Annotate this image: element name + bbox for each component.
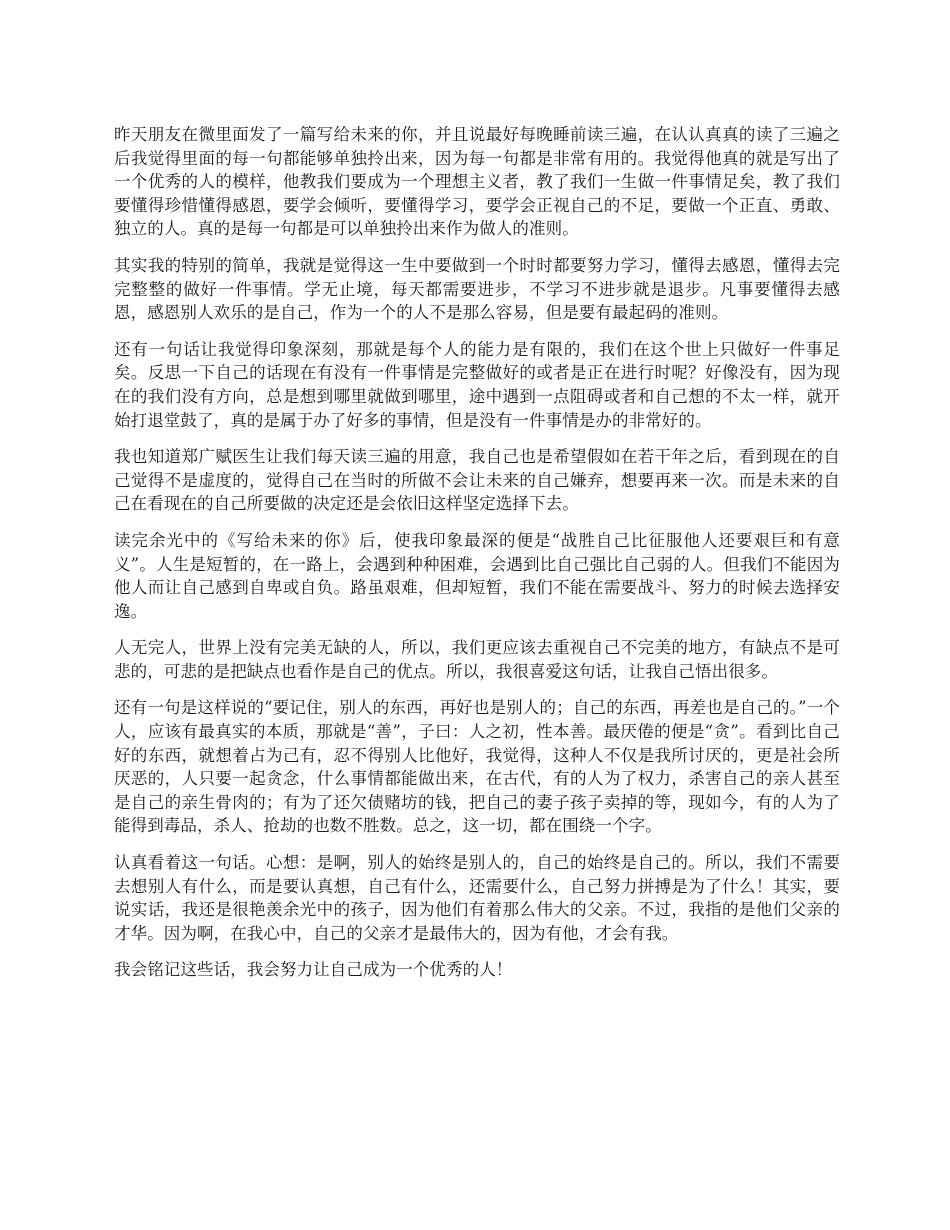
paragraph-1: 昨天朋友在微里面发了一篇写给未来的你，并且说最好每晚睡前读三遍，在认认真真的读了三遍之后我觉得里面的每一句都能够单独拎出来，因为每一句都是非常有用的。我觉得他真的就是写出了一个优秀的人的模样，他教我们要成为一个理想主义者，教了我们一生做一件事情足矣，教了我们要懂得珍惜懂得感恩，要学会倾听，要懂得学习，要学会正视自己的不足，要做一个正直、勇敢、独立的人。真的是每一句都是可以单独拎出来作为做人的准则。 [114,125,840,239]
paragraph-6: 人无完人，世界上没有完美无缺的人，所以，我们更应该去重视自己不完美的地方，有缺点不是可悲的，可悲的是把缺点也看作是自己的优点。所以，我很喜爱这句话，让我自己悟出很多。 [114,638,840,681]
paragraph-3: 还有一句话让我觉得印象深刻，那就是每个人的能力是有限的，我们在这个世上只做好一件事足矣。反思一下自己的话现在有没有一件事情是完整做好的或者是正在进行时呢？好像没有，因为现在的我们没有方向，总是想到哪里就做到哪里，途中遇到一点阻碍或者和自己想的不太一样，就开始打退堂鼓了，真的是属于办了好多的事情，但是没有一件事情是办的非常好的。 [114,339,840,430]
paragraph-2: 其实我的特别的简单，我就是觉得这一生中要做到一个时时都要努力学习，懂得去感恩，懂得去完完整整的做好一件事情。学无止境，每天都需要进步，不学习不进步就是退步。凡事要懂得去感恩，感恩别人欢乐的是自己，作为一个的人不是那么容易，但是要有最起码的准则。 [114,255,840,323]
document-body [114,123,840,995]
paragraph-7: 还有一句是这样说的“要记住，别人的东西，再好也是别人的；自己的东西，再差也是自己的。”一个人，应该有最真实的本质，那就是“善”，子曰：人之初，性本善。最厌倦的便是“贪”。看到比自己好的东西，就想着占为己有，忍不得别人比他好，我觉得，这种人不仅是我所讨厌的，更是社会所厌恶的，人只要一起贪念，什么事情都能做出来，在古代，有的人为了权力，杀害自己的亲人甚至是自己的亲生骨肉的；有为了还欠债赌坊的钱，把自己的妻子孩子卖掉的等，现如今，有的人为了能得到毒品，杀人、抢劫的也数不胜数。总之，这一切，都在围绕一个字。 [114,698,840,836]
paragraph-4: 我也知道郑广赋医生让我们每天读三遍的用意，我自己也是希望假如在若干年之后，看到现在的自己觉得不是虚度的，觉得自己在当时的所做不会让未来的自己嫌弃，想要再来一次。而是未来的自己在看现在的自己所要做的决定还是会依旧这样坚定选择下去。 [114,447,840,514]
paragraph-8: 认真看着这一句话。心想：是啊，别人的始终是别人的，自己的始终是自己的。所以，我们不需要去想别人有什么，而是要认真想，自己有什么，还需要什么，自己努力拼搏是为了什么！其实，要说实话，我还是很艳羡余光中的孩子，因为他们有着那么伟大的父亲。不过，我指的是他们父亲的才华。因为啊，在我心中，自己的父亲才是最伟大的，因为有他，才会有我。 [114,853,840,943]
paragraph-9: 我会铭记这些话，我会努力让自己成为一个优秀的人！ [114,960,513,980]
paragraph-5: 读完余光中的《写给未来的你》后，使我印象最深的便是“战胜自己比征服他人还要艰巨和有意义”。人生是短暂的，在一路上，会遇到种种困难，会遇到比自己强比自己弱的人。但我们不能因为他人而让自己感到自卑或自负。路虽艰难，但却短暂，我们不能在需要战斗、努力的时候去选择安逸。 [114,530,840,621]
